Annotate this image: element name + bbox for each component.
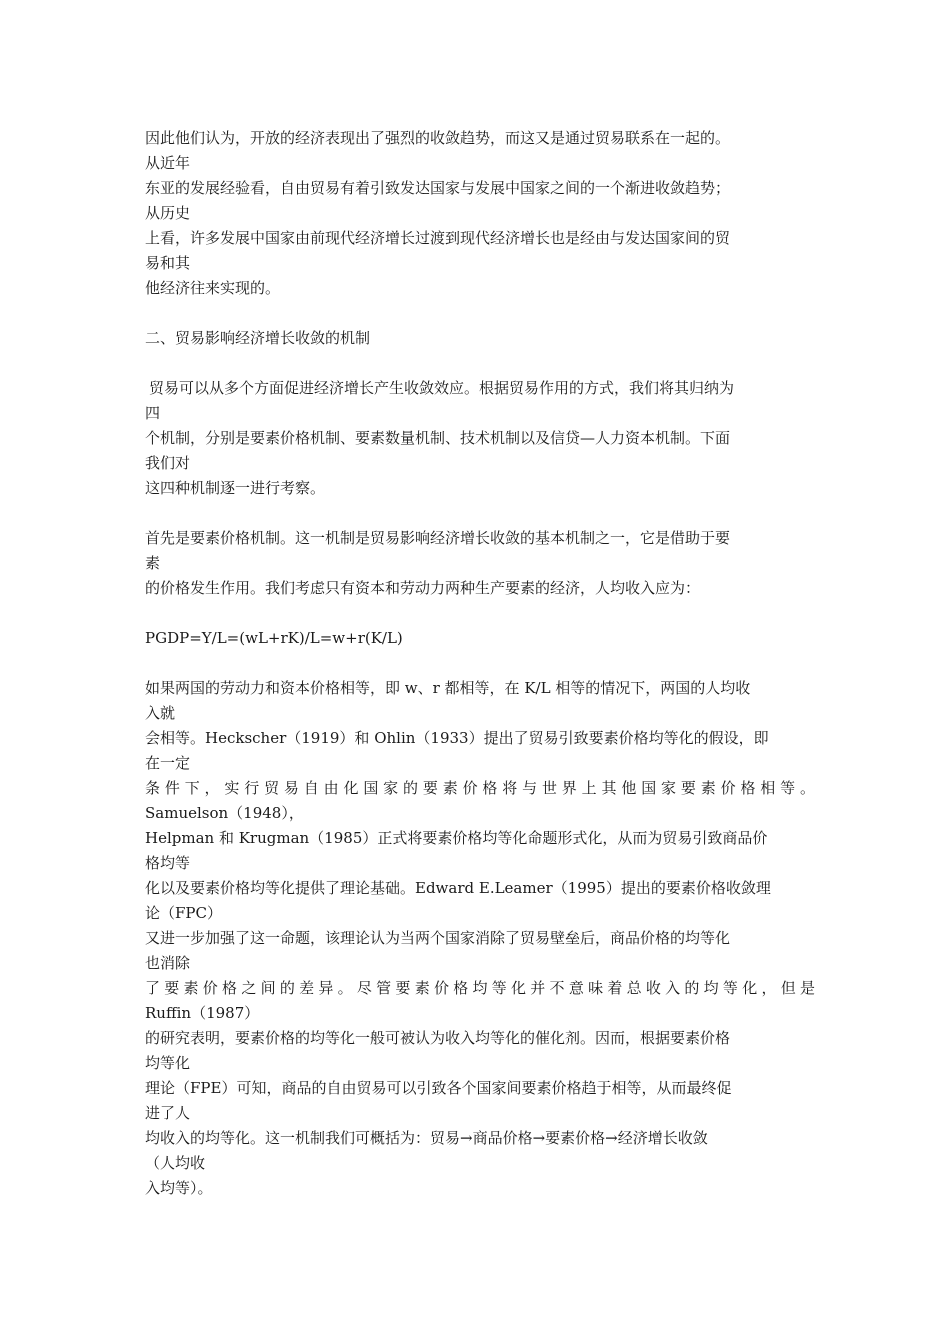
text-line: 均等化 [145, 1054, 191, 1072]
text-line: 入就 [145, 704, 176, 722]
text-line: 个机制，分别是要素价格机制、要素数量机制、技术机制以及信贷—人力资本机制。下面 [145, 429, 731, 447]
text-line: 理论（FPE）可知，商品的自由贸易可以引致各个国家间要素价格趋于相等，从而最终促 [145, 1079, 732, 1097]
text-line: 这四种机制逐一进行考察。 [145, 479, 326, 497]
text-line: 化以及要素价格均等化提供了理论基础。Edward E.Leamer（1995）提出的要素价格收敛理 [145, 879, 771, 897]
text-line: 四 [145, 404, 161, 422]
text-line: 也消除 [145, 954, 191, 972]
text-line: 因此他们认为，开放的经济表现出了强烈的收敛趋势，而这又是通过贸易联系在一起的。 [145, 129, 731, 147]
text-line: 了要素价格之间的差异。尽管要素价格均等化并不意味着总收入的均等化，但是 [145, 979, 815, 997]
text-line: 我们对 [145, 454, 191, 472]
section-heading: 二、贸易影响经济增长收敛的机制 [145, 329, 371, 347]
text-line: 的研究表明，要素价格的均等化一般可被认为收入均等化的催化剂。因而，根据要素价格 [145, 1029, 731, 1047]
text-line: 贸易可以从多个方面促进经济增长产生收敛效应。根据贸易作用的方式，我们将其归纳为 [149, 379, 735, 397]
text-line: 上看，许多发展中国家由前现代经济增长过渡到现代经济增长也是经由与发达国家间的贸 [145, 229, 731, 247]
text-line: 素 [145, 554, 161, 572]
text-line: 如果两国的劳动力和资本价格相等，即 w、r 都相等，在 K/L 相等的情况下，两国的人均收 [145, 679, 751, 697]
text-line: 他经济往来实现的。 [145, 279, 281, 297]
text-line: 进了人 [145, 1104, 191, 1122]
text-line: 格均等 [145, 854, 191, 872]
text-line: Samuelson（1948）， [145, 804, 304, 822]
text-line: 条件下，实行贸易自由化国家的要素价格将与世界上其他国家要素价格相等。 [145, 779, 815, 797]
formula: PGDP=Y/L=(wL+rK)/L=w+r(K/L) [145, 629, 403, 647]
text-line: 易和其 [145, 254, 191, 272]
text-line: 均收入的均等化。这一机制我们可概括为：贸易→商品价格→要素价格→经济增长收敛 [145, 1129, 708, 1147]
text-line: Helpman 和 Krugman（1985）正式将要素价格均等化命题形式化，从而为贸易引致商品价 [145, 829, 768, 847]
text-line: （人均收 [145, 1154, 206, 1172]
text-line: 从近年 [145, 154, 191, 172]
text-line: Ruffin（1987） [145, 1004, 260, 1022]
text-line: 入均等）。 [145, 1179, 213, 1197]
text-line: 又进一步加强了这一命题，该理论认为当两个国家消除了贸易壁垒后，商品价格的均等化 [145, 929, 731, 947]
text-line: 从历史 [145, 204, 191, 222]
text-line: 的价格发生作用。我们考虑只有资本和劳动力两种生产要素的经济，人均收入应为： [145, 579, 701, 597]
text-line: 首先是要素价格机制。这一机制是贸易影响经济增长收敛的基本机制之一，它是借助于要 [145, 529, 731, 547]
text-line: 东亚的发展经验看，自由贸易有着引致发达国家与发展中国家之间的一个渐进收敛趋势； [145, 179, 731, 197]
text-line: 会相等。Heckscher（1919）和 Ohlin（1933）提出了贸易引致要素价格均等化的假设，即 [145, 729, 769, 747]
text-line: 论（FPC） [145, 904, 222, 922]
text-line: 在一定 [145, 754, 191, 772]
